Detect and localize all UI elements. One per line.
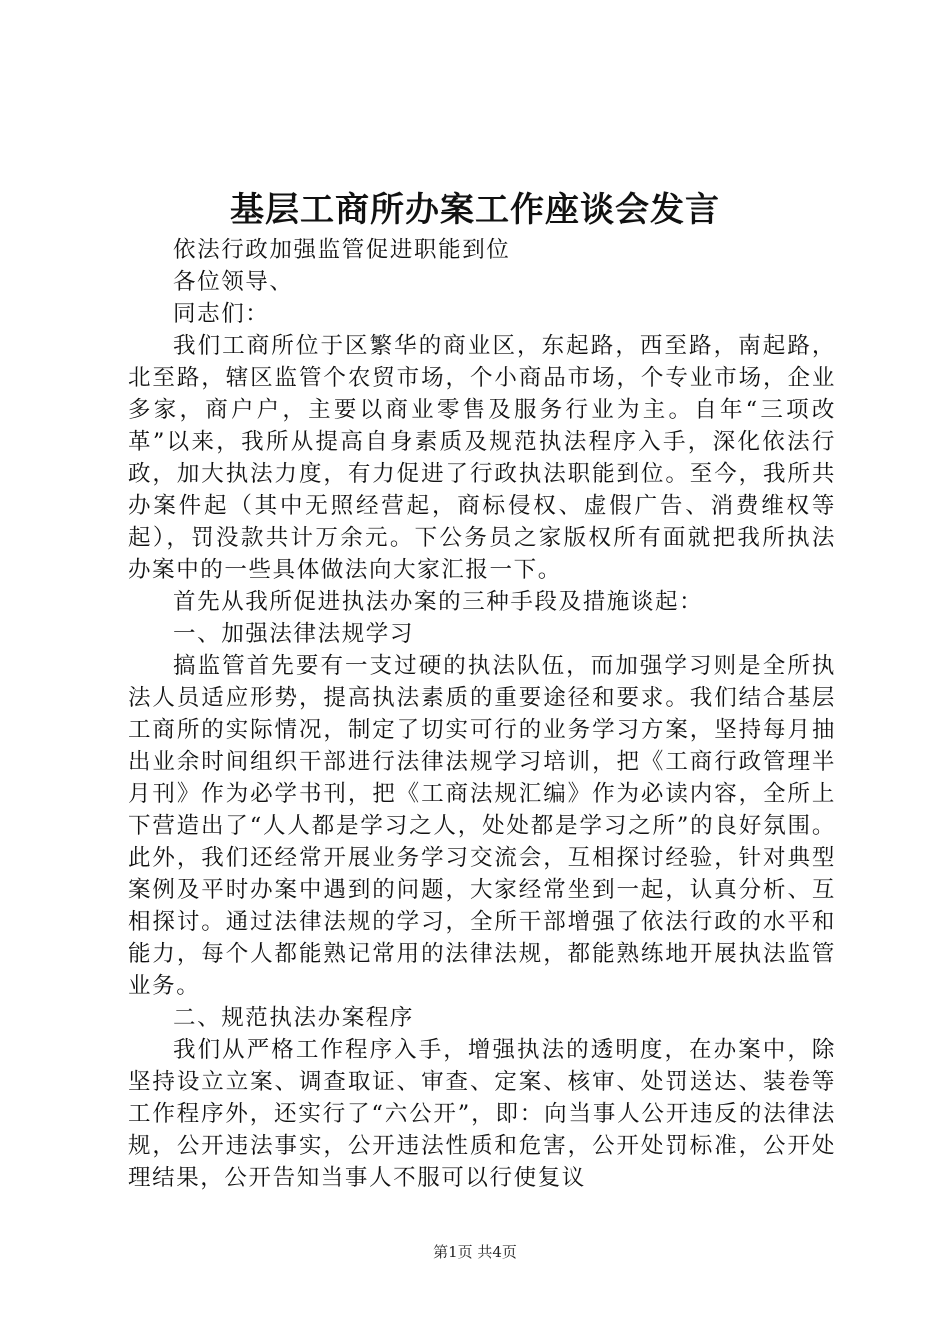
paragraph-introduction: 我们工商所位于区繁华的商业区，东起路，西至路，南起路，北至路，辖区监管个农贸市场，个小商品市场，个专业市场，企业多家，商户户，主要以商业零售及服务行业为主。自年“三项改革”以来，我所从提高自身素质及规范执法程序入手，深化依法行政，加大执法力度，有力促进了行政执法职能到位。至今，我所共办案件起（其中无照经营起，商标侵权、虚假广告、消费维权等起），罚没款共计万余元。下公务员之家版权所有面就把我所执法办案中的一些具体做法向大家汇报一下。 (128, 333, 836, 583)
section-heading-1: 一、加强法律法规学习 (173, 621, 415, 647)
section-heading-2: 二、规范执法办案程序 (173, 1005, 415, 1031)
intro-line: 首先从我所促进执法办案的三种手段及措施谈起： (173, 589, 704, 615)
paragraph-procedure: 我们从严格工作程序入手，增强执法的透明度，在办案中，除坚持设立立案、调查取证、审查、定案、核审、处罚送达、装卷等工作程序外，还实行了“六公开”，即：向当事人公开违反的法律法规，公开违法事实，公开违法性质和危害，公开处罚标准，公开处理结果，公开告知当事人不服可以行使复议 (128, 1037, 836, 1191)
paragraph-study: 搞监管首先要有一支过硬的执法队伍，而加强学习则是全所执法人员适应形势，提高执法素质的重要途径和要求。我们结合基层工商所的实际情况，制定了切实可行的业务学习方案，坚持每月抽出业余时间组织干部进行法律法规学习培训，把《工商行政管理半月刊》作为必学书刊，把《工商法规汇编》作为必读内容，全所上下营造出了“人人都是学习之人，处处都是学习之所”的良好氛围。此外，我们还经常开展业务学习交流会，互相探讨经验，针对典型案例及平时办案中遇到的问题，大家经常坐到一起，认真分析、互相探讨。通过法律法规的学习，全所干部增强了依法行政的水平和能力，每个人都能熟记常用的法律法规，都能熟练地开展执法监管业务。 (128, 653, 836, 999)
salutation-line-2: 同志们： (173, 301, 270, 327)
salutation-line-1: 各位领导、 (173, 269, 294, 295)
subtitle-line: 依法行政加强监管促进职能到位 (173, 237, 511, 263)
document-body (128, 234, 836, 1194)
page-footer: 第1页 共4页 (433, 1243, 517, 1261)
document-title: 基层工商所办案工作座谈会发言 (230, 190, 720, 230)
